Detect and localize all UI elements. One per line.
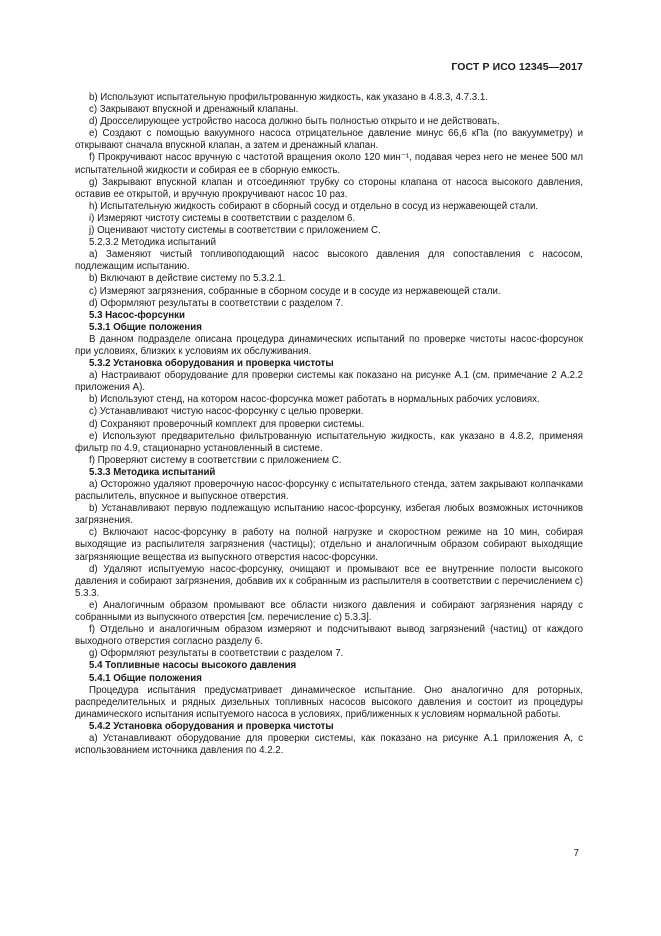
section-heading: 5.3.2 Установка оборудования и проверка чистоты	[89, 358, 334, 370]
list-item: b) Используют испытательную профильтрованную жидкость, как указано в 4.8.3, 4.7.3.1.	[89, 92, 488, 103]
list-item: f) Проверяют систему в соответствии с приложением С.	[89, 454, 342, 466]
list-item: g) Оформляют результаты в соответствии с разделом 7.	[89, 648, 344, 660]
list-item: j) Оценивают чистоту системы в соответствии с приложением С.	[89, 225, 381, 237]
list-item: c) Измеряют загрязнения, собранные в сборном сосуде и в сосуде из нержавеющей стали.	[89, 285, 501, 297]
list-item: d) Удаляют испытуемую насос-форсунку, очищают и промывают все ее внутренние полости высокого давления и собирают загрязнения, добавив их к собранным из распылителя в соответствии с перечислением с) 5.3.3.	[75, 563, 583, 599]
page-number: 7	[573, 848, 579, 859]
list-item: a) Устанавливают оборудование для проверки системы, как показано на рисунке А.1 приложения А, с использованием источника давления по 4.2.2.	[75, 732, 583, 757]
list-item: i) Измеряют чистоту системы в соответствии с разделом 6.	[89, 212, 356, 224]
section-heading: 5.4 Топливные насосы высокого давления	[89, 660, 297, 672]
document-body	[75, 92, 583, 757]
list-item: d) Оформляют результаты в соответствии с разделом 7.	[89, 297, 344, 309]
list-item: b) Устанавливают первую подлежащую испытанию насос-форсунку, избегая любых возможных источников загрязнения.	[75, 503, 583, 527]
list-item: c) Устанавливают чистую насос-форсунку с целью проверки.	[89, 406, 364, 418]
list-item: c) Включают насос-форсунку в работу на полной нагрузке и скоростном режиме на 10 мин, собирая выходящие из распылителя загрязнения (частицы); отдельно и аналогичным образом собирают выходящие загрязняющие вещества из выпускного отверстия насос-форсунки.	[75, 527, 583, 563]
list-item: c) Закрывают впускной и дренажный клапаны.	[89, 104, 299, 116]
section-heading: 5.3.3 Методика испытаний	[89, 466, 216, 478]
list-item: a) Осторожно удаляют проверочную насос-форсунку с испытательного стенда, затем закрывают колпачками распылитель, впускное и выпускное отверстия.	[75, 479, 583, 503]
list-item: f) Отдельно и аналогичным образом измеряют и подсчитывают вывод загрязнений (частиц) от каждого выходного отверстия согласно разделу 6.	[75, 624, 583, 648]
list-item: e) Используют предварительно фильтрованную испытательную жидкость, как указано в 4.8.2, применяя фильтр по 4.9, стационарно установленный в системе.	[75, 430, 583, 454]
list-item: d) Сохраняют проверочный комплект для проверки системы.	[89, 418, 365, 430]
list-item: b) Используют стенд, на котором насос-форсунка может работать в нормальных рабочих условиях.	[89, 394, 540, 406]
list-item: f) Прокручивают насос вручную с частотой вращения около 120 мин⁻¹, подавая через него не менее 500 мл испытательной жидкости и собирая ее в сборную емкость.	[75, 152, 583, 176]
list-item: e) Создают с помощью вакуумного насоса отрицательное давление минус 66,6 кПа (по вакуумметру) и открывают сначала впускной клапан, а затем и дренажный клапан.	[75, 128, 583, 152]
list-item: a) Настраивают оборудование для проверки системы как показано на рисунке А.1 (см. примечание 2 А.2.2 приложения А).	[75, 370, 583, 394]
list-item: d) Дросселирующее устройство насоса должно быть полностью открыто и не действовать.	[89, 116, 500, 128]
list-item: e) Аналогичным образом промывают все области низкого давления и собирают загрязнения наряду с собранными из выпускного отверстия [см. перечисление с) 5.3.3].	[75, 599, 583, 624]
list-item: h) Испытательную жидкость собирают в сборный сосуд и отдельно в сосуд из нержавеющей стали.	[89, 200, 539, 212]
section-heading: 5.3 Насос-форсунки	[89, 309, 185, 321]
section-heading: 5.3.1 Общие положения	[89, 321, 202, 333]
standard-code-header: ГОСТ Р ИСО 12345—2017	[451, 61, 583, 73]
section-heading: 5.4.1 Общие положения	[89, 672, 202, 684]
list-item: b) Включают в действие систему по 5.3.2.1.	[89, 273, 286, 285]
list-item: a) Заменяют чистый топливоподающий насос высокого давления для сопоставления с насосом, подлежащим испытанию.	[75, 249, 583, 273]
paragraph: В данном подразделе описана процедура динамических испытаний по проверке чистоты насос-форсунок при условиях, близких к условиям их обслуживания.	[75, 333, 583, 357]
subsection-heading: 5.2.3.2 Методика испытаний	[89, 237, 217, 249]
section-heading: 5.4.2 Установка оборудования и проверка чистоты	[89, 720, 334, 732]
list-item: g) Закрывают впускной клапан и отсоединяют трубку со стороны клапана от насоса высокого давления, оставив ее открытой, и вручную прокручивают насос 10 раз.	[75, 176, 583, 200]
paragraph: Процедура испытания предусматривает динамическое испытание. Оно аналогично для роторных, распределительных и рядных дизельных топливных насосов высокого давления и состоит из процедуры динамического испытания испытуемого насоса в условиях, приближенных к условиям нормальной работы.	[75, 684, 583, 720]
